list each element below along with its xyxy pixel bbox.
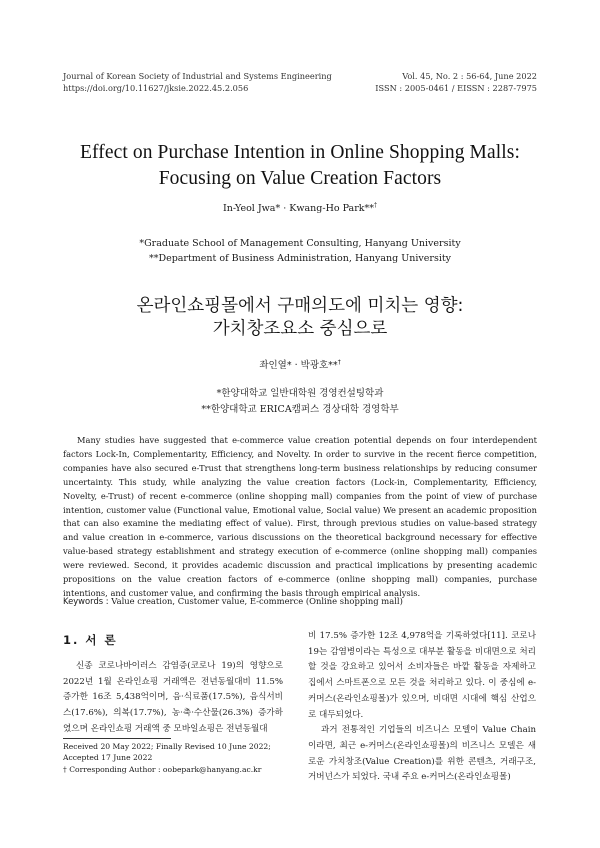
korean-affiliation-1: *한양대학교 일반대학원 경영컨설팅학과 xyxy=(216,388,384,399)
korean-affiliation-2: **한양대학교 ERICA캠퍼스 경상대학 경영학부 xyxy=(201,404,399,415)
section-heading xyxy=(63,632,118,648)
body-right-paragraph-1: 비 17.5% 증가한 12조 4,978억을 기록하였다[11]. 코로나 19는 감염병이라는 특성으로 대부분 활동을 비대면으로 처리할 것을 강요하고 있어서 소비자들은 바깥 활동을 자제하고 집에서 스마트폰으로 모든 것을 처리하고 있다. 이 중심에 e-커머스(온라인쇼핑몰)가 있으며, 비대면 시대에 핵심 산업으로 대두되었다. xyxy=(308,631,536,720)
running-header-right xyxy=(375,70,537,94)
english-title-line2: Focusing on Value Creation Factors xyxy=(158,168,442,189)
volume-info: Vol. 45, No. 2 : 56-64, June 2022 xyxy=(402,71,537,81)
body-left-column: 신종 코로나바이러스 감염증(코로나 19)의 영향으로 2022년 1월 온라인쇼핑 거래액은 전년동월대비 11.5% 증가한 16조 5,438억이며, 음·식료품(17.5%), 음식서비스(17.6%), 의복(17.7%), 농·축·수산물(26.3%) 증가하였으며 온라인쇼핑 거래액 중 모바일쇼핑은 전년동월대 xyxy=(63,661,283,734)
korean-author-names: 좌인열* · 박광호** xyxy=(259,360,338,371)
body-right-paragraph-2: 과거 전통적인 기업들의 비즈니스 모델이 Value Chain 이라면, 최근 e-커머스(온라인쇼핑몰)의 비즈니스 모델은 새로운 가치창조(Value Creation)를 위한 콘텐츠, 거래구조, 거버넌스가 되었다. 국내 주요 e-커머스(온라인쇼핑몰) xyxy=(308,725,536,783)
corresponding-mark-ko: † xyxy=(337,358,341,366)
footnote-divider xyxy=(63,738,171,739)
english-title-line1: Effect on Purchase Intention in Online Shopping Malls: xyxy=(80,142,520,163)
doi-link[interactable]: https://doi.org/10.11627/jksie.2022.45.2.056 xyxy=(63,83,249,93)
korean-title-line1: 온라인쇼핑몰에서 구매의도에 미치는 영향: xyxy=(136,296,464,316)
body-right-column xyxy=(308,629,536,786)
english-authors xyxy=(0,202,600,214)
abstract-text: Many studies have suggested that e-commerce value creation potential depends on four interdependent factors Lock-In, Complementarity, Efficiency, and Novelty. In order to survive in the recent fierce competition, companies have also secured e-Trust that strengthens long-term business relationships by reducing consumer uncertainty. This study, while analyzing the value creation factors (Lock-in, Complementarity, Efficiency, Novelty, e-Trust) of recent e-commerce (online shopping mall) companies from the point of view of purchase intention, customer value (Functional value, Emotional value, Social value) We present an academic proposition that can also examine the mediating effect of value). First, through previous studies on value-based strategy and value creation in e-commerce, various discussions on the theoretical background necessary for effective value-based strategy establishment and strategy execution of e-commerce (online shopping mall) companies were reviewed. Second, it provides academic discussion and practical implications by presenting academic propositions on the value creation factors of e-commerce (online shopping mall) companies, purchase intentions, and customer value, and confirming the basis through empirical analysis. xyxy=(63,435,537,598)
korean-authors xyxy=(0,357,600,371)
english-affiliation-2: **Department of Business Administration, Hanyang University xyxy=(148,253,452,264)
keywords-text: Value creation, Customer value, E-commerce (Online shopping mall) xyxy=(111,596,403,606)
english-affiliation-1: *Graduate School of Management Consulting, Hanyang University xyxy=(139,238,461,249)
corresponding-author xyxy=(63,764,293,775)
footnote xyxy=(63,741,293,775)
english-affiliations xyxy=(0,236,600,266)
keywords-line xyxy=(63,596,403,606)
korean-affiliations xyxy=(0,386,600,418)
accepted-date: Accepted 17 June 2022 xyxy=(63,753,153,763)
issn-info: ISSN : 2005-0461 / EISSN : 2287-7975 xyxy=(375,83,537,93)
korean-title xyxy=(40,295,560,341)
english-author-names: In-Yeol Jwa* · Kwang-Ho Park** xyxy=(222,203,375,215)
journal-name: Journal of Korean Society of Industrial and Systems Engineering xyxy=(63,71,332,81)
received-date: Received 20 May 2022; Finally Revised 10 June 2022; xyxy=(63,742,271,751)
running-header-left xyxy=(63,70,332,94)
korean-title-line2: 가치창조요소 중심으로 xyxy=(212,319,388,339)
footnote-mark: † xyxy=(63,764,67,774)
keywords-label: Keywords xyxy=(63,596,104,606)
english-title xyxy=(40,140,560,192)
keywords-separator: : xyxy=(103,596,112,606)
corresponding-author-email[interactable]: Corresponding Author : oobepark@hanyang.ac.kr xyxy=(69,764,262,774)
corresponding-mark: † xyxy=(374,202,378,209)
section-number: 1. xyxy=(63,633,80,647)
section-title: 서 론 xyxy=(85,633,118,647)
